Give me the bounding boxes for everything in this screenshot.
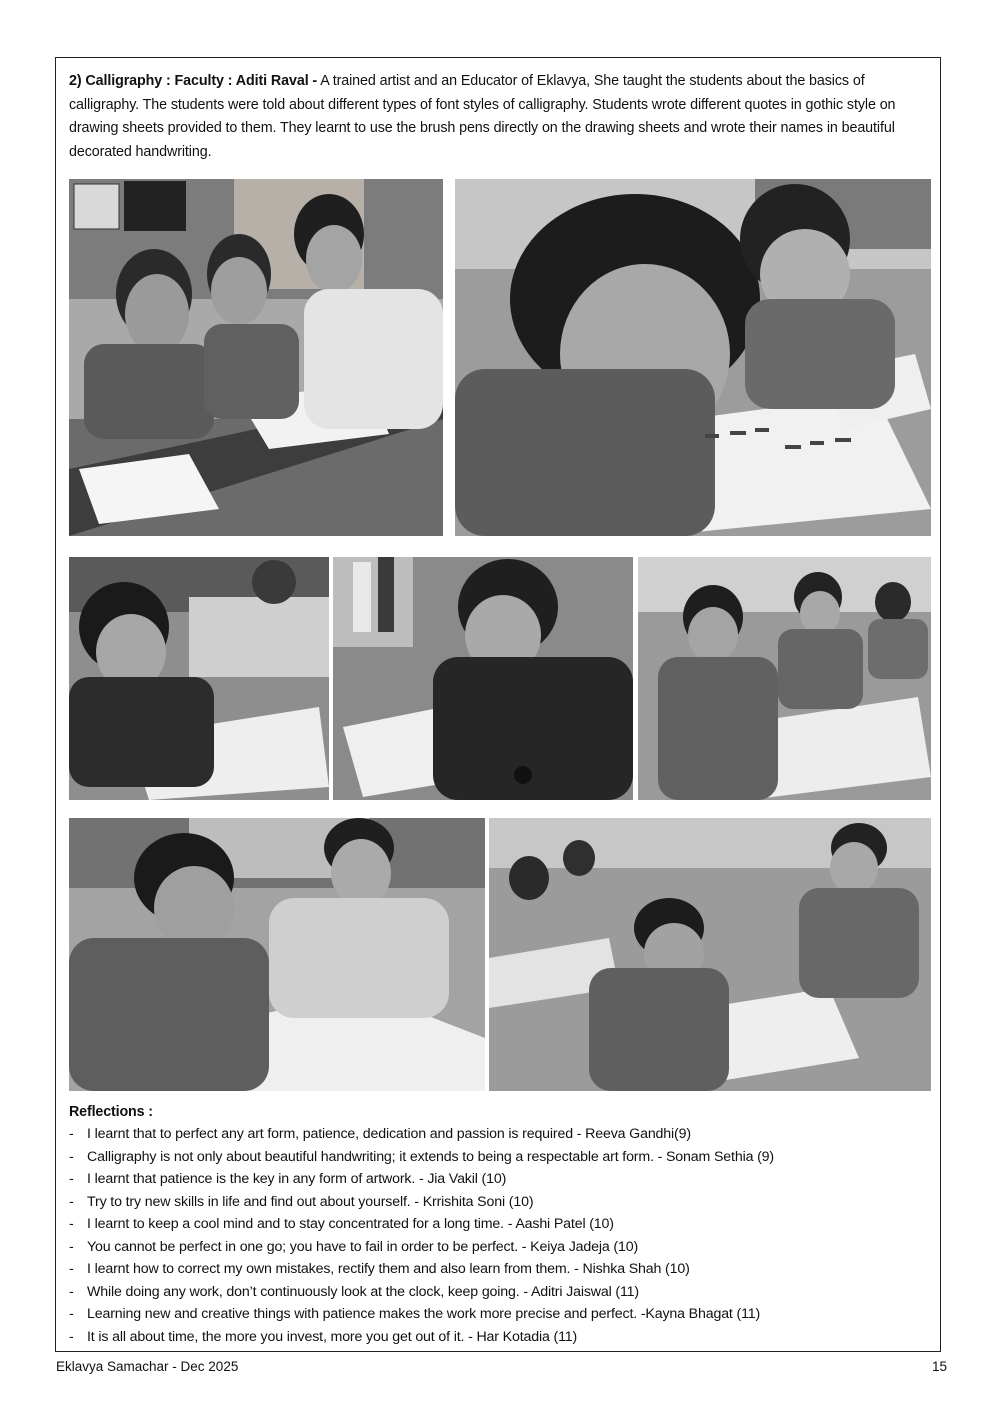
reflection-text: Try to try new skills in life and find out about yourself. - Krrishita Soni (10)	[87, 1193, 534, 1210]
bullet-dash: -	[69, 1193, 74, 1210]
reflection-text: I learnt that to perfect any art form, patience, dedication and passion is required - Reeva Gandhi(9)	[87, 1126, 691, 1142]
reflection-item	[69, 1213, 931, 1236]
bullet-dash: -	[69, 1283, 74, 1300]
reflection-text: Calligraphy is not only about beautiful handwriting; it extends to being a respectable art form. - Sonam Sethia (9)	[87, 1148, 774, 1165]
reflection-item	[69, 1191, 931, 1214]
photo-boys-in-classroom	[638, 557, 931, 800]
reflection-text: You cannot be perfect in one go; you have to fail in order to be perfect. - Keiya Jadeja (10)	[87, 1238, 639, 1255]
photo-girls-writing-calligraphy	[455, 179, 931, 536]
bullet-dash: -	[69, 1148, 74, 1165]
reflection-item	[69, 1281, 931, 1304]
reflection-item	[69, 1258, 931, 1281]
reflection-text: I learnt to keep a cool mind and to stay concentrated for a long time. - Aashi Patel (10)	[87, 1216, 614, 1232]
photo-teacher-with-students	[69, 179, 443, 536]
bullet-dash: -	[69, 1126, 74, 1142]
reflections-section	[69, 1101, 931, 1348]
intro-text: A trained artist and an Educator of Eklavya, She taught the students about the basics of calligraphy. The students were told about different types of font styles of calligraphy. Students wrote different quotes in gothic style on drawing sheets provided to them. They learnt to use the brush pens directly on the drawing sheets and wrote their names in beautiful decorated handwriting.	[69, 73, 896, 160]
bullet-dash: -	[69, 1328, 74, 1345]
bullet-dash: -	[69, 1216, 74, 1232]
bullet-dash: -	[69, 1238, 74, 1255]
photo-classroom-wide	[489, 818, 931, 1091]
reflection-item	[69, 1326, 931, 1349]
reflection-text: I learnt that patience is the key in any form of artwork. - Jia Vakil (10)	[87, 1171, 507, 1187]
bullet-dash: -	[69, 1171, 74, 1187]
reflection-item	[69, 1146, 931, 1169]
reflection-item	[69, 1303, 931, 1326]
reflection-item	[69, 1168, 931, 1191]
reflection-text: While doing any work, don’t continuously look at the clock, keep going. - Aditri Jaiswal (11)	[87, 1283, 639, 1300]
photo-girl-writing-notebook	[69, 557, 329, 800]
reflection-text: It is all about time, the more you invest, more you get out of it. - Har Kotadia (11)	[87, 1328, 578, 1345]
footer-publication: Eklavya Samachar - Dec 2025	[56, 1359, 239, 1374]
intro-heading: 2) Calligraphy : Faculty : Aditi Raval -	[69, 73, 318, 89]
intro-paragraph	[69, 70, 931, 164]
reflections-title: Reflections :	[69, 1104, 153, 1120]
bullet-dash: -	[69, 1261, 74, 1277]
bullet-dash: -	[69, 1306, 74, 1322]
photo-girl-with-brush	[333, 557, 633, 800]
reflection-item	[69, 1123, 931, 1146]
reflections-list	[69, 1123, 931, 1348]
reflection-item	[69, 1236, 931, 1259]
reflection-text: I learnt how to correct my own mistakes, rectify them and also learn from them. - Nishka Shah (10)	[87, 1261, 690, 1277]
footer-page-number: 15	[931, 1359, 947, 1374]
reflection-text: Learning new and creative things with patience makes the work more precise and perfect. -Kayna Bhagat (11)	[87, 1306, 761, 1322]
photo-teacher-with-student	[69, 818, 485, 1091]
